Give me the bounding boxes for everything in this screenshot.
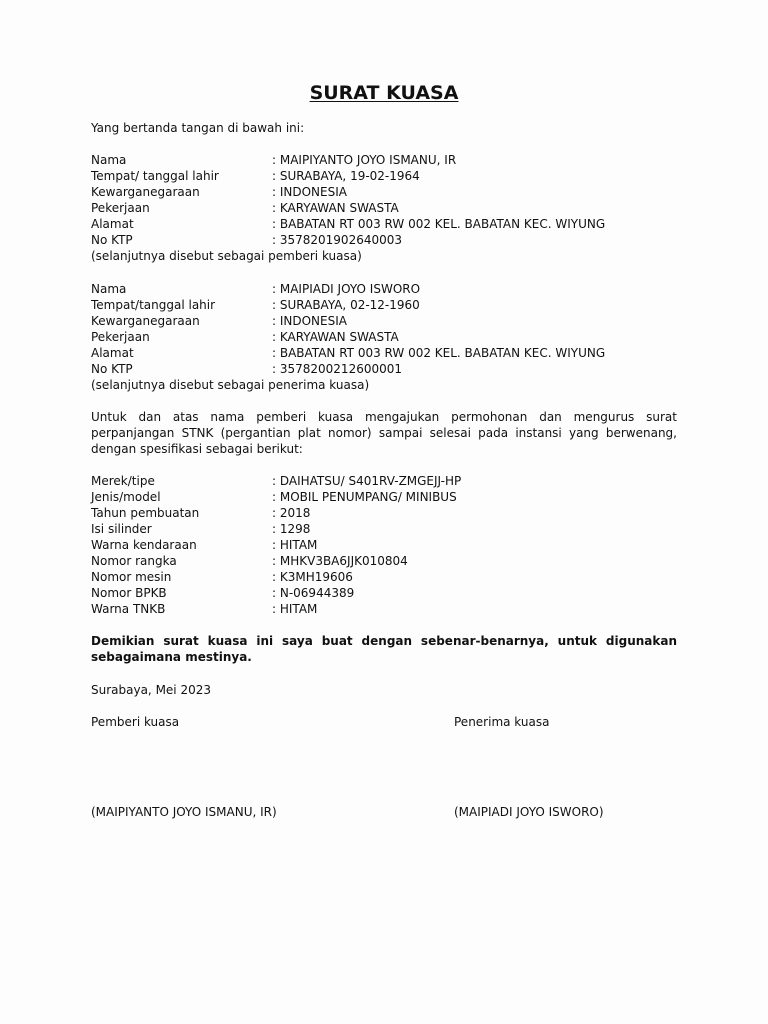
field-value: : BABATAN RT 003 RW 002 KEL. BABATAN KEC. WIYUNG [272, 346, 606, 360]
grantor-row-address [91, 216, 677, 232]
field-value: : MOBIL PENUMPANG/ MINIBUS [272, 490, 457, 504]
field-value: : MAIPIADI JOYO ISWORO [272, 282, 421, 296]
field-label: Nomor rangka [91, 554, 177, 568]
field-value: : INDONESIA [272, 185, 347, 199]
field-value: : HITAM [272, 538, 318, 552]
grantee-row-name [91, 281, 677, 297]
grantee-note: (selanjutnya disebut sebagai penerima kuasa) [91, 378, 370, 392]
field-label: No KTP [91, 233, 133, 247]
field-label: Alamat [91, 346, 134, 360]
vehicle-row-chassis [91, 553, 677, 569]
field-value: : HITAM [272, 602, 318, 616]
vehicle-section [91, 473, 677, 617]
vehicle-row-bpkb [91, 585, 677, 601]
field-value: : 3578201902640003 [272, 233, 403, 247]
vehicle-row-year [91, 505, 677, 521]
place-date: Surabaya, Mei 2023 [91, 683, 211, 697]
grantee-row-address [91, 345, 677, 361]
field-value: : BABATAN RT 003 RW 002 KEL. BABATAN KEC. WIYUNG [272, 217, 606, 231]
field-value: : KARYAWAN SWASTA [272, 201, 399, 215]
closing-paragraph: Demikian surat kuasa ini saya buat dengan sebenar-benarnya, untuk digunakan sebagaimana mestinya. [91, 634, 677, 664]
vehicle-row-engine [91, 569, 677, 585]
vehicle-row-tnkb [91, 601, 677, 617]
field-value: : 3578200212600001 [272, 362, 403, 376]
grantee-section [91, 281, 677, 393]
field-value: : MHKV3BA6JJK010804 [272, 554, 408, 568]
grantee-signature-name: (MAIPIADI JOYO ISWORO) [454, 805, 604, 819]
field-value: : DAIHATSU/ S401RV-ZMGEJJ-HP [272, 474, 462, 488]
field-value: : 2018 [272, 506, 311, 520]
field-label: Kewarganegaraan [91, 185, 200, 199]
field-label: Tempat/tanggal lahir [91, 298, 216, 312]
grantor-row-birth [91, 168, 677, 184]
field-value: : 1298 [272, 522, 311, 536]
field-label: Nomor mesin [91, 570, 172, 584]
vehicle-row-color [91, 537, 677, 553]
grantor-row-ktp [91, 232, 677, 248]
grantee-row-birth [91, 297, 677, 313]
grantor-row-name [91, 152, 677, 168]
grantee-row-nationality [91, 313, 677, 329]
grantee-row-ktp [91, 361, 677, 377]
grantee-signature-label: Penerima kuasa [454, 715, 550, 729]
field-label: Warna kendaraan [91, 538, 197, 552]
field-label: Nama [91, 153, 127, 167]
field-label: Tempat/ tanggal lahir [91, 169, 219, 183]
vehicle-row-model [91, 489, 677, 505]
field-value: : N-06944389 [272, 586, 355, 600]
field-label: No KTP [91, 362, 133, 376]
field-label: Tahun pembuatan [91, 506, 200, 520]
field-label: Merek/tipe [91, 474, 155, 488]
field-value: : K3MH19606 [272, 570, 353, 584]
grantee-row-occupation [91, 329, 677, 345]
field-value: : SURABAYA, 19-02-1964 [272, 169, 420, 183]
field-value: : MAIPIYANTO JOYO ISMANU, IR [272, 153, 457, 167]
grantor-section [91, 152, 677, 264]
field-label: Kewarganegaraan [91, 314, 200, 328]
field-value: : KARYAWAN SWASTA [272, 330, 399, 344]
intro-text: Yang bertanda tangan di bawah ini: [91, 121, 305, 135]
grantor-row-nationality [91, 184, 677, 200]
field-label: Warna TNKB [91, 602, 166, 616]
field-label: Pekerjaan [91, 330, 150, 344]
grantor-signature-label: Pemberi kuasa [91, 715, 180, 729]
document-title: SURAT KUASA [309, 82, 459, 104]
field-value: : INDONESIA [272, 314, 347, 328]
grantor-row-occupation [91, 200, 677, 216]
field-value: : SURABAYA, 02-12-1960 [272, 298, 420, 312]
field-label: Alamat [91, 217, 134, 231]
field-label: Nama [91, 282, 127, 296]
field-label: Jenis/model [91, 490, 161, 504]
field-label: Nomor BPKB [91, 586, 167, 600]
grantor-signature-name: (MAIPIYANTO JOYO ISMANU, IR) [91, 805, 277, 819]
field-label: Pekerjaan [91, 201, 150, 215]
vehicle-row-cylinder [91, 521, 677, 537]
purpose-paragraph: Untuk dan atas nama pemberi kuasa mengajukan permohonan dan mengurus surat perpanjangan STNK (pergantian plat nomor) sampai selesai pada instansi yang berwenang, dengan spesifikasi sebagai berikut: [91, 410, 677, 456]
vehicle-row-brand [91, 473, 677, 489]
grantor-note: (selanjutnya disebut sebagai pemberi kuasa) [91, 249, 362, 263]
field-label: Isi silinder [91, 522, 152, 536]
